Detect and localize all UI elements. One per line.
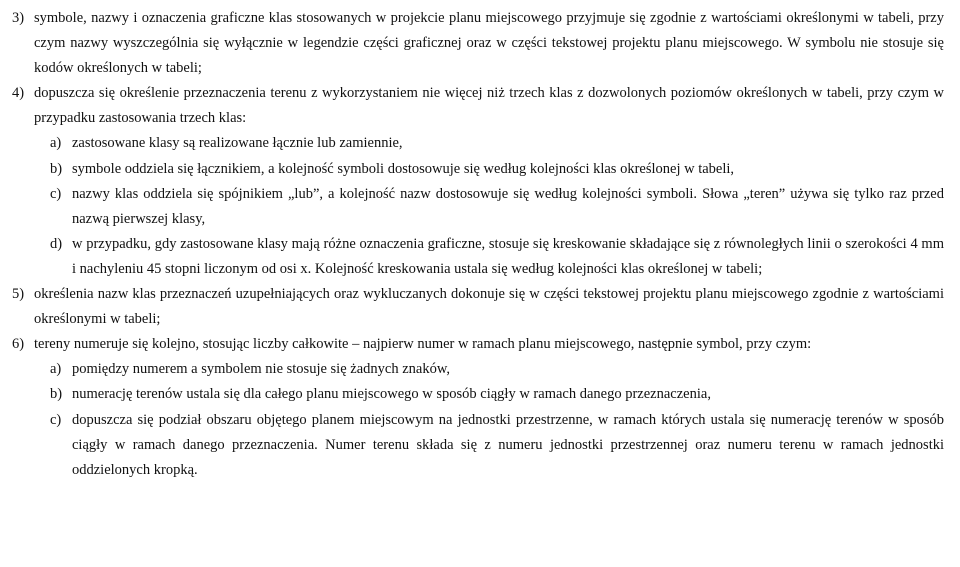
list-item-4 — [12, 81, 944, 131]
list-item-text: dopuszcza się określenie przeznaczenia terenu z wykorzystaniem nie więcej niż trzech klas z dozwolonych poziomów określonych w tabeli, przy czym w przypadku zastosowania trzech klas: — [34, 85, 944, 127]
sub-item-text: zastosowane klasy są realizowane łącznie lub zamiennie, — [72, 135, 403, 152]
list-item-3 — [12, 6, 944, 81]
sub-item-6c — [50, 408, 944, 483]
sub-item-text: numerację terenów ustala się dla całego planu miejscowego w sposób ciągły w ramach danego przeznaczenia, — [72, 386, 711, 403]
list-item-number: 3) — [12, 10, 25, 26]
sub-item-letter: d) — [50, 235, 63, 252]
list-item-number: 4) — [12, 85, 25, 102]
list-item-text: tereny numeruje się kolejno, stosując liczby całkowite – najpierw numer w ramach planu miejscowego, następnie symbol, przy czym: — [34, 336, 812, 353]
sub-item-text: nazwy klas oddziela się spójnikiem „lub”, a kolejność nazw dostosowuje się według kolejności symboli. Słowa „teren” używa się tylko raz przed nazwą pierwszej klasy, — [72, 185, 944, 227]
sub-item-letter: a) — [50, 361, 62, 378]
list-item-6 — [12, 332, 944, 357]
list-item-number: 6) — [12, 336, 25, 353]
sub-item-4d — [50, 232, 944, 282]
sub-item-letter: a) — [50, 135, 62, 152]
list-item-text: określenia nazw klas przeznaczeń uzupełniających oraz wykluczanych dokonuje się w części tekstowej projektu planu miejscowego zgodnie z wartościami określonymi w tabeli; — [34, 286, 944, 328]
sub-item-letter: c) — [50, 411, 62, 428]
sub-item-letter: c) — [50, 185, 62, 202]
list-item-text: symbole, nazwy i oznaczenia graficzne klas stosowanych w projekcie planu miejscowego przyjmuje się zgodnie z wartościami określonymi w tabeli, przy czym nazwy wyszczególnia się wyłącznie w legendzie części graficznej oraz w części tekstowej projektu planu miejscowego. W symbolu nie stosuje się kodów określonych w tabeli; — [34, 10, 944, 77]
sub-item-letter: b) — [50, 386, 63, 403]
list-item-5 — [12, 282, 944, 332]
list-item-number: 5) — [12, 286, 25, 303]
sub-item-6a — [50, 357, 944, 382]
sub-item-4b — [50, 157, 944, 182]
sub-item-text: dopuszcza się podział obszaru objętego planem miejscowym na jednostki przestrzenne, w ramach których ustala się numerację terenów w sposób ciągły w ramach danego przeznaczenia. Numer terenu składa się z numeru jednostki przestrzennej oraz numeru terenu w ramach jednostki oddzielonych kropką. — [72, 411, 944, 478]
sub-item-text: symbole oddziela się łącznikiem, a kolejność symboli dostosowuje się według kolejności klas określonej w tabeli, — [72, 160, 735, 177]
sub-item-text: pomiędzy numerem a symbolem nie stosuje się żadnych znaków, — [72, 361, 450, 378]
sub-item-4c — [50, 182, 944, 232]
sub-item-6b — [50, 382, 944, 407]
sub-item-text: w przypadku, gdy zastosowane klasy mają różne oznaczenia graficzne, stosuje się kreskowanie składające się z równoległych linii o szerokości 4 mm i nachyleniu 45 stopni liczonym od osi x. Kolejność kreskowania ustala się według kolejności klas określonej w tabeli; — [72, 235, 944, 277]
sub-item-4a — [50, 131, 944, 156]
sub-item-letter: b) — [50, 160, 63, 177]
